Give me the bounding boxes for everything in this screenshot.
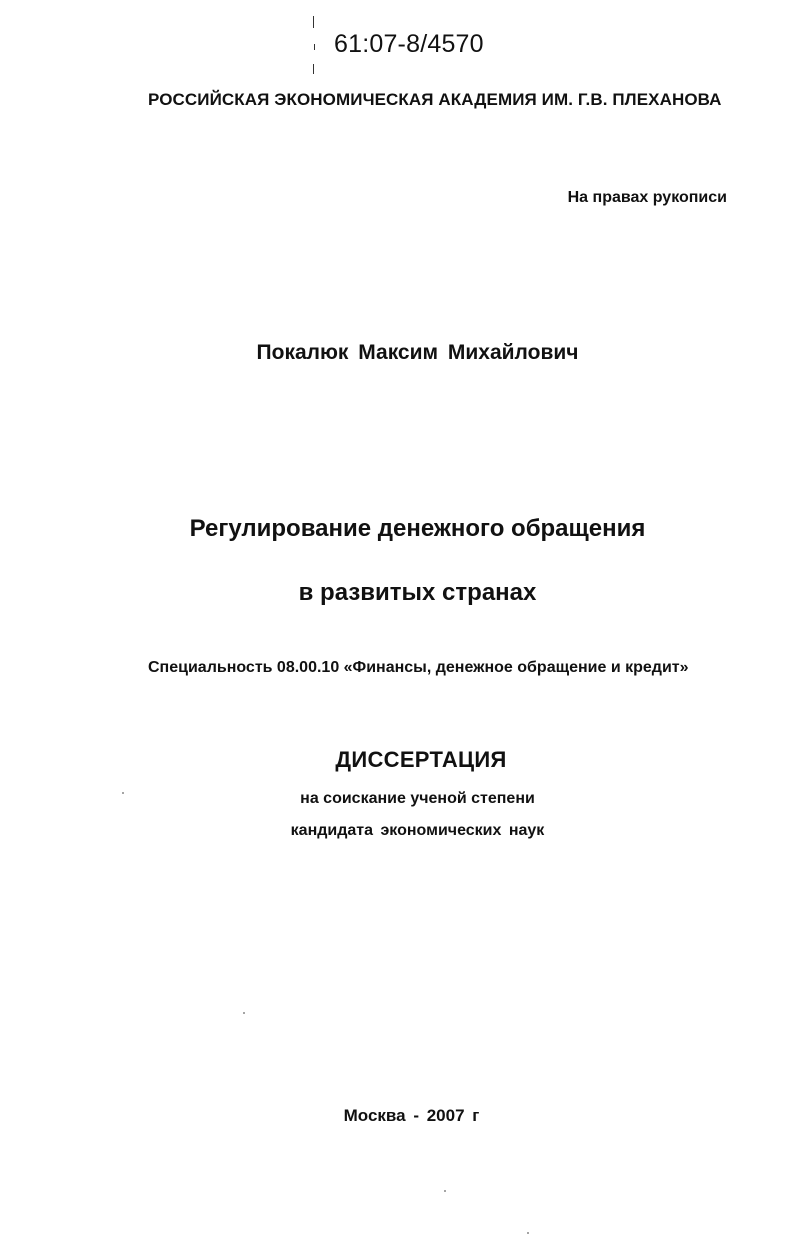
scan-speck bbox=[444, 1190, 446, 1192]
place-year: Москва - 2007 г bbox=[343, 1106, 480, 1125]
scan-speck bbox=[243, 1012, 245, 1014]
scan-mark bbox=[313, 16, 314, 28]
degree-line-2: кандидата экономических наук bbox=[290, 822, 545, 839]
scan-mark bbox=[314, 44, 315, 50]
manuscript-note: На правах рукописи bbox=[567, 189, 727, 206]
degree-line-1: на соискание ученой степени bbox=[300, 790, 535, 807]
specialty: Специальность 08.00.10 «Финансы, денежное обращение и кредит» bbox=[148, 659, 689, 676]
title-line-2: в развитых странах bbox=[298, 579, 537, 606]
scan-speck bbox=[122, 792, 124, 794]
scan-mark bbox=[313, 64, 314, 74]
catalog-number: 61:07-8/4570 bbox=[334, 30, 484, 58]
title-line-1: Регулирование денежного обращения bbox=[189, 515, 646, 542]
institution-name: РОССИЙСКАЯ ЭКОНОМИЧЕСКАЯ АКАДЕМИЯ ИМ. Г.В. ПЛЕХАНОВА bbox=[148, 90, 722, 109]
work-type-heading: ДИССЕРТАЦИЯ bbox=[335, 747, 507, 772]
scan-speck bbox=[527, 1232, 529, 1234]
author-name: Покалюк Максим Михайлович bbox=[256, 341, 579, 364]
